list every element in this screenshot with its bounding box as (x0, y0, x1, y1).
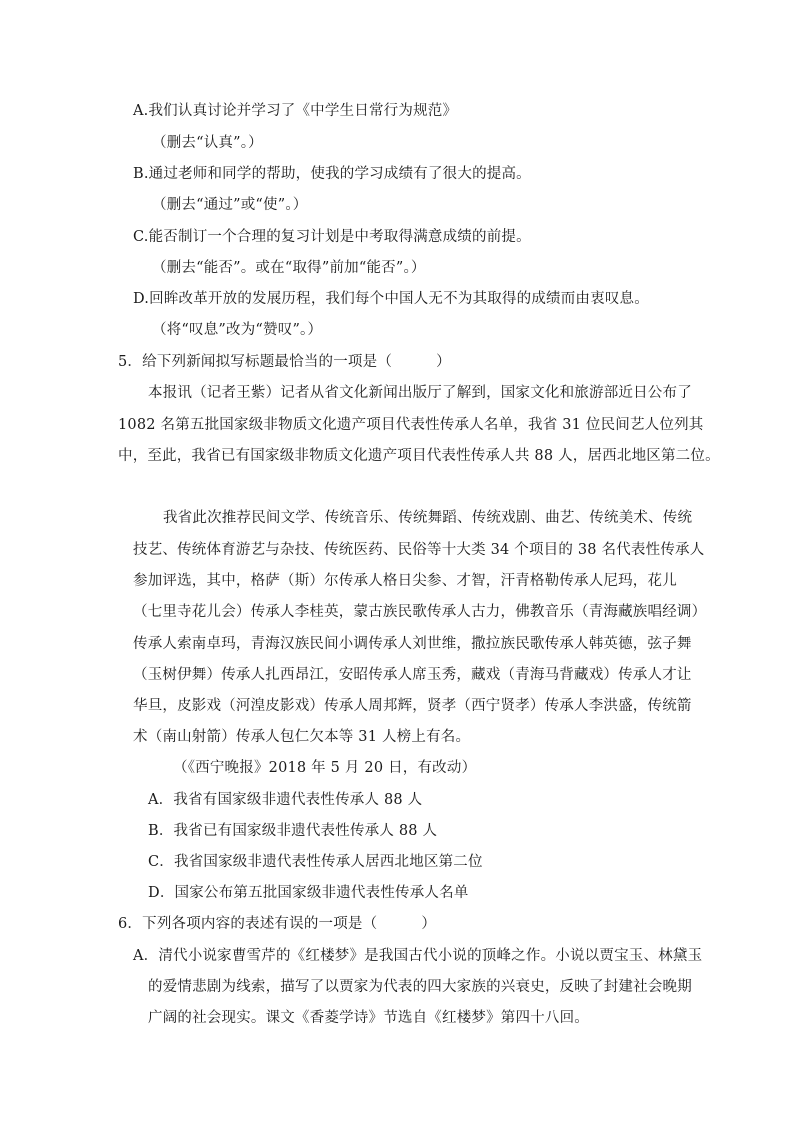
q6-option-a-line: 广阔的社会现实。课文《香菱学诗》节选自《红楼梦》第四十八回。 (148, 1010, 589, 1026)
q4-option-b-note: （删去“通过”或“使”。） (152, 197, 308, 213)
q5-para1-line: 本报讯（记者王紫）记者从省文化新闻出版厅了解到，国家文化和旅游部近日公布了 (148, 385, 692, 401)
q5-para2-line: （七里寺花儿会）传承人李桂英，蒙古族民歌传承人古力，佛教音乐（青海藏族唱经调） (133, 604, 707, 620)
q5-para2-line: 传承人索南卓玛，青海汉族民间小调传承人刘世维，撒拉族民歌传承人韩英德，弦子舞 (133, 636, 692, 652)
q4-option-c (133, 227, 531, 247)
q5-para2-line: 我省此次推荐民间文学、传统音乐、传统舞蹈、传统戏剧、曲艺、传统美术、传统 (163, 510, 693, 526)
q4-option-d-note: （将“叹息”改为“赞叹”。） (152, 322, 323, 338)
q4-option-d-text: 回眸改革开放的发展历程，我们每个中国人无不为其取得的成绩而由衷叹息。 (149, 291, 649, 307)
q4-option-b-text: 通过老师和同学的帮助，使我的学习成绩有了很大的提高。 (148, 166, 531, 182)
q6-stem: 6．下列各项内容的表述有误的一项是（ ） (118, 916, 437, 932)
q6-option-a-line: A．清代小说家曹雪芹的《红楼梦》是我国古代小说的顶峰之作。小说以贾宝玉、林黛玉 (133, 948, 703, 964)
q4-option-d (133, 289, 649, 309)
q5-para2-line: 华旦，皮影戏（河湟皮影戏）传承人周邦辉，贤孝（西宁贤孝）传承人李洪盛，传统箭 (133, 698, 692, 714)
q5-para2-line: 技艺、传统体育游艺与杂技、传统医药、民俗等十大类 34 个项目的 38 名代表性传承人 (133, 542, 705, 558)
q4-option-b (133, 164, 531, 184)
q4-option-a-letter: A. (133, 103, 149, 119)
q4-option-d-letter: D. (133, 291, 150, 307)
q5-para1-line: 1082 名第五批国家级非物质文化遗产项目代表性传承人名单，我省 31 位民间艺人位列其 (118, 417, 704, 433)
q4-option-c-text: 能否制订一个合理的复习计划是中考取得满意成绩的前提。 (148, 229, 531, 245)
q5-para2-line: （玉树伊舞）传承人扎西昂江，安昭传承人席玉秀，藏戏（青海马背藏戏）传承人才让 (133, 667, 692, 683)
q4-option-a-text: 我们认真讨论并学习了《中学生日常行为规范》 (148, 103, 458, 119)
q5-option-a: A．我省有国家级非遗代表性传承人 88 人 (148, 792, 423, 808)
q4-option-b-letter: B. (133, 166, 149, 182)
q5-stem: 5．给下列新闻拟写标题最恰当的一项是（ ） (118, 354, 451, 370)
q4-option-c-note: （删去“能否”。或在“取得”前加“能否”。） (152, 260, 426, 276)
q4-option-a-note: （删去“认真”。） (152, 135, 263, 151)
q5-para1-line: 中，至此，我省已有国家级非物质文化遗产项目代表性传承人共 88 人，居西北地区第二位。 (118, 448, 720, 464)
q4-option-a (133, 101, 457, 121)
q5-para2-line: 术（南山射箭）传承人包仁欠本等 31 人榜上有名。 (133, 729, 471, 745)
q4-option-c-letter: C. (133, 229, 149, 245)
q5-option-d: D．国家公布第五批国家级非遗代表性传承人名单 (148, 885, 469, 901)
q5-source: （《西宁晚报》2018 年 5 月 20 日，有改动） (173, 760, 477, 776)
q5-option-b: B．我省已有国家级非遗代表性传承人 88 人 (148, 823, 438, 839)
q5-para2-line: 参加评选，其中，格萨（斯）尔传承人格日尖参、才智，汗青格勒传承人尼玛，花儿 (133, 573, 677, 589)
q5-option-c: C．我省国家级非遗代表性传承人居西北地区第二位 (148, 854, 483, 870)
q6-option-a-line: 的爱情悲剧为线索，描写了以贾家为代表的四大家族的兴衰史，反映了封建社会晚期 (148, 979, 692, 995)
